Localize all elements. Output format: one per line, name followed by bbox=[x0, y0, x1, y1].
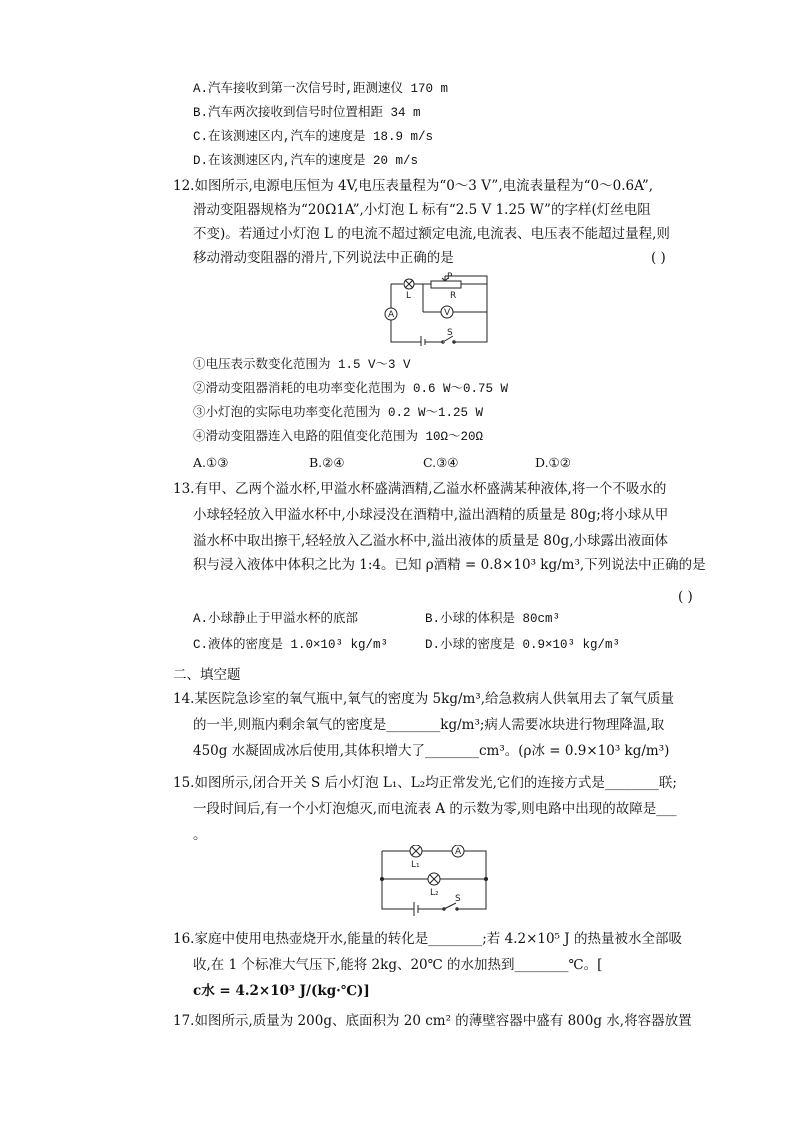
q14-line-3: 450g 水凝固成冰后使用,其体积增大了________cm³。(ρ冰 = 0.9×10³ kg/m³) bbox=[193, 743, 670, 759]
q13-choice-c: C.液体的密度是 1.0×10³ kg/m³ bbox=[193, 638, 389, 652]
q12-rheostat-icon bbox=[431, 281, 461, 288]
q13-choice-a: A.小球静止于甲溢水杯的底部 bbox=[193, 612, 359, 626]
q11-option-d: D.在该测速区内,汽车的速度是 20 m/s bbox=[193, 154, 419, 168]
q12-label-switch: S bbox=[447, 328, 453, 338]
q12-statement-1: ①电压表示数变化范围为 1.5 V～3 V bbox=[193, 358, 411, 372]
q16-line-3: c水 = 4.2×10³ J/(kg·℃)] bbox=[193, 983, 370, 999]
q14-line-1: 14.某医院急诊室的氧气瓶中,氧气的密度为 5kg/m³,给急救病人供氧用去了氧气质量 bbox=[173, 691, 675, 707]
q12-circuit-diagram bbox=[383, 272, 493, 346]
q12-choice-c: C.③④ bbox=[423, 455, 459, 470]
q13-line-4: 积与浸入液体中体积之比为 1:4。已知 ρ酒精 = 0.8×10³ kg/m³,下列说法中正确的是 bbox=[193, 557, 706, 573]
q12-label-slider: P bbox=[447, 272, 453, 282]
q16-line-2: 收,在 1 个标准大气压下,能将 2kg、20℃ 的水加热到________℃。[ bbox=[193, 957, 603, 973]
q15-label-ammeter: A bbox=[455, 847, 462, 857]
q13-line-1: 13.有甲、乙两个溢水杯,甲溢水杯盛满酒精,乙溢水杯盛满某种液体,将一个不吸水的 bbox=[173, 481, 667, 497]
q15-label-switch: S bbox=[455, 894, 461, 904]
q15-line-1: 15.如图所示,闭合开关 S 后小灯泡 L₁、L₂均正常发光,它们的连接方式是________联; bbox=[173, 775, 677, 791]
q12-line-2: 滑动变阻器规格为“20Ω1A”,小灯泡 L 标有“2.5 V 1.25 W”的字样(灯丝电阻 bbox=[193, 202, 651, 218]
q11-option-c: C.在该测速区内,汽车的速度是 18.9 m/s bbox=[193, 130, 434, 144]
q15-line-2: 一段时间后,有一个小灯泡熄灭,而电流表 A 的示数为零,则电路中出现的故障是___ bbox=[193, 801, 677, 817]
q13-choice-b: B.小球的体积是 80cm³ bbox=[425, 612, 561, 626]
q15-label-lamp2: L₂ bbox=[430, 888, 439, 898]
section-title-fill-in: 二、填空题 bbox=[173, 667, 241, 683]
q12-choice-d: D.①② bbox=[535, 455, 571, 470]
q12-line-1: 12.如图所示,电源电压恒为 4V,电压表量程为“0～3 V”,电流表量程为“0～0.6A”, bbox=[173, 178, 654, 194]
q12-statement-2: ②滑动变阻器消耗的电功率变化范围为 0.6 W～0.75 W bbox=[193, 382, 509, 396]
q12-answer-paren: ( ) bbox=[651, 250, 666, 266]
q12-line-4: 移动滑动变阻器的滑片,下列说法中正确的是 bbox=[193, 250, 454, 266]
q13-line-2: 小球轻轻放入甲溢水杯中,小球浸没在酒精中,溢出酒精的质量是 80g;将小球从甲 bbox=[193, 507, 669, 523]
q12-line-3: 不变)。若通过小灯泡 L 的电流不超过额定电流,电流表、电压表不能超过量程,则 bbox=[193, 226, 670, 242]
q12-label-ammeter: A bbox=[388, 310, 395, 320]
q12-statement-3: ③小灯泡的实际电功率变化范围为 0.2 W～1.25 W bbox=[193, 406, 484, 420]
q13-line-3: 溢水杯中取出擦干,轻轻放入乙溢水杯中,溢出液体的质量是 80g,小球露出液面体 bbox=[193, 533, 668, 549]
q15-label-lamp1: L₁ bbox=[411, 860, 420, 870]
q12-choice-b: B.②④ bbox=[309, 455, 345, 470]
q12-choice-a: A.①③ bbox=[193, 455, 229, 470]
q13-answer-paren: ( ) bbox=[678, 589, 693, 605]
q13-choice-d: D.小球的密度是 0.9×10³ kg/m³ bbox=[425, 638, 621, 652]
q15-line-3: 。 bbox=[193, 827, 207, 843]
q17-line-1: 17.如图所示,质量为 200g、底面积为 20 cm² 的薄壁容器中盛有 800g 水,将容器放置 bbox=[173, 1013, 692, 1029]
q12-label-lamp: L bbox=[406, 291, 412, 301]
q12-statement-4: ④滑动变阻器连入电路的阻值变化范围为 10Ω～20Ω bbox=[193, 430, 484, 444]
q16-line-1: 16.家庭中使用电热壶烧开水,能量的转化是________;若 4.2×10⁵ J 的热量被水全部吸 bbox=[173, 931, 682, 947]
q14-line-2: 的一半,则瓶内剩余氧气的密度是________kg/m³;病人需要冰块进行物理降温,取 bbox=[193, 717, 665, 733]
q15-circuit-diagram bbox=[380, 845, 492, 917]
q11-option-b: B.汽车两次接收到信号时位置相距 34 m bbox=[193, 106, 421, 120]
q12-label-voltmeter: V bbox=[444, 308, 451, 318]
q11-option-a: A.汽车接收到第一次信号时,距测速仪 170 m bbox=[193, 82, 449, 96]
q12-label-resistor: R bbox=[450, 291, 457, 301]
